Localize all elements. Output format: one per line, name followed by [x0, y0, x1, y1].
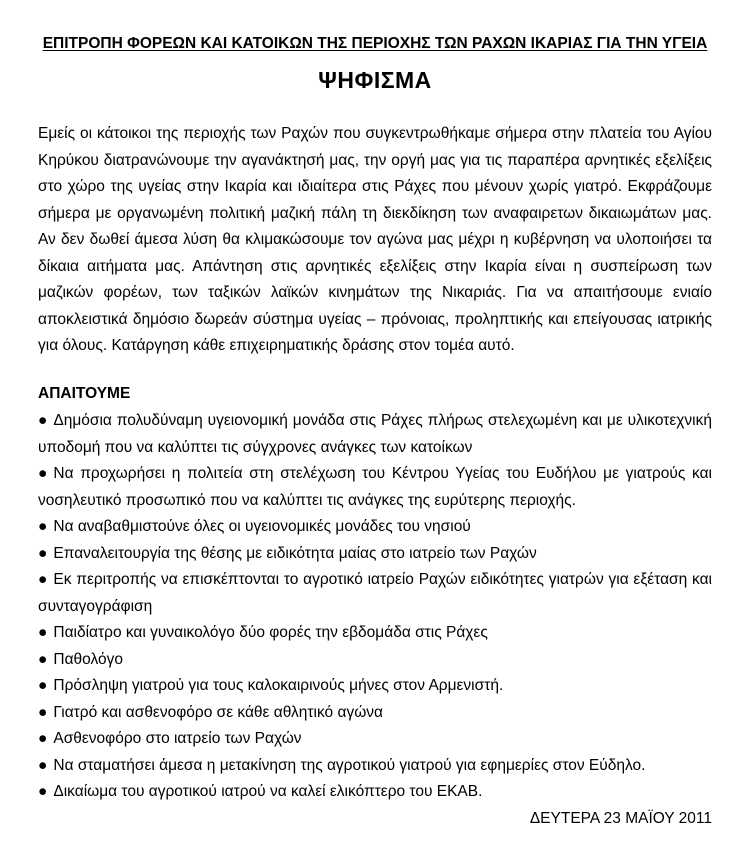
- list-item: [38, 461, 712, 514]
- demands-heading: ΑΠΑΙΤΟΥΜΕ: [38, 385, 131, 402]
- bullet-icon: ●: [38, 465, 48, 482]
- demand-text: Δημόσια πολυδύναμη υγειονομική μονάδα στις Ράχες πλήρως στελεχωμένη και με υλικοτεχνική υποδομή που να καλύπτει τις σύγχρονες ανάγκες των κατοίκων: [38, 412, 712, 456]
- bullet-icon: ●: [38, 783, 48, 800]
- bullet-icon: ●: [38, 571, 48, 588]
- demands-list: [38, 408, 712, 806]
- list-item: [38, 647, 712, 674]
- list-item: [38, 700, 712, 727]
- demand-text: Να προχωρήσει η πολιτεία στη στελέχωση του Κέντρου Υγείας του Ευδήλου με γιατρούς και νοσηλευτικό προσωπικό που να καλύπτει τις ανάγκες της ευρύτερης περιοχής.: [38, 465, 712, 509]
- bullet-icon: ●: [38, 624, 48, 641]
- demand-text: Να σταματήσει άμεσα η μετακίνηση της αγροτικού γιατρού για εφημερίες στον Εύδηλο.: [53, 756, 646, 774]
- demand-text: Να αναβαθμιστούνε όλες οι υγειονομικές μονάδες του νησιού: [53, 518, 471, 535]
- bullet-icon: ●: [38, 730, 48, 747]
- demand-text: Πρόσληψη γιατρού για τους καλοκαιρινούς μήνες στον Αρμενιστή.: [53, 677, 504, 694]
- bullet-icon: ●: [38, 412, 48, 429]
- bullet-icon: ●: [38, 650, 48, 668]
- list-item: [38, 673, 712, 700]
- demand-text: Παθολόγο: [53, 650, 123, 668]
- bullet-icon: ●: [38, 677, 48, 694]
- demand-text: Επαναλειτουργία της θέσης με ειδικότητα μαίας στο ιατρείο των Ραχών: [53, 544, 537, 562]
- list-item: [38, 541, 712, 568]
- organization-heading: ΕΠΙΤΡΟΠΗ ΦΟΡΕΩΝ ΚΑΙ ΚΑΤΟΙΚΩΝ ΤΗΣ ΠΕΡΙΟΧΗΣ ΤΩΝ ΡΑΧΩΝ ΙΚΑΡΙΑΣ ΓΙΑ ΤΗΝ ΥΓΕΙΑ: [42, 35, 708, 52]
- demand-text: Εκ περιτροπής να επισκέπτονται το αγροτικό ιατρείο Ραχών ειδικότητες γιατρών για εξέταση και συνταγογράφιση: [38, 571, 712, 615]
- demand-text: Ασθενοφόρο στο ιατρείο των Ραχών: [53, 730, 302, 747]
- list-item: [38, 726, 712, 753]
- list-item: [38, 567, 712, 620]
- intro-paragraph: Εμείς οι κάτοικοι της περιοχής των Ραχών που συγκεντρωθήκαμε σήμερα στην πλατεία του Αγίου Κηρύκου διατρανώνουμε την αγανάκτησή μας, την οργή μας για τις παραπέρα αρνητικές εξελίξεις στο χώρο της υγείας στην Ικαρία και ιδιαίτερα στις Ράχες που μένουν χωρίς γιατρό. Εκφράζουμε σήμερα με οργανωμένη πολιτική μαζική πάλη τη διεκδίκηση των αναφαιρετων δικαιωμάτων μας. Αν δεν δωθεί άμεσα λύση θα κλιμακώσουμε τον αγώνα μας μέχρι η κυβέρνηση να υλοποιήσει τα δίκαια αιτήματα μας. Απάντηση στις αρνητικές εξελίξεις στην Ικαρία είναι η συσπείρωση των μαζικών φορέων, των ταξικών λαϊκών κινημάτων της Νικαριάς. Για να απαιτήσουμε ενιαίο αποκλειστικά δημόσιο δωρεάν σύστημα υγείας – πρόνοιας, προληπτικής και επείγουσας ιατρικής για όλους. Κατάργηση κάθε επιχειρηματικής δράσης στον τομέα αυτό.: [38, 125, 712, 354]
- demand-text: Γιατρό και ασθενοφόρο σε κάθε αθλητικό αγώνα: [53, 703, 384, 721]
- bullet-icon: ●: [38, 518, 48, 535]
- bullet-icon: ●: [38, 703, 48, 721]
- demand-text: Δικαίωμα του αγροτικού ιατρού να καλεί ελικόπτερο του ΕΚΑΒ.: [53, 783, 483, 800]
- list-item: [38, 753, 712, 780]
- bullet-icon: ●: [38, 756, 48, 774]
- list-item: [38, 408, 712, 461]
- document-date: ΔΕΥΤΕΡΑ 23 ΜΑΪΟΥ 2011: [529, 810, 712, 827]
- demand-text: Παιδίατρο και γυναικολόγο δύο φορές την εβδομάδα στις Ράχες: [53, 624, 488, 641]
- list-item: [38, 620, 712, 647]
- document-title: ΨΗΦΙΣΜΑ: [318, 67, 432, 93]
- list-item: [38, 779, 712, 806]
- list-item: [38, 514, 712, 541]
- bullet-icon: ●: [38, 544, 48, 562]
